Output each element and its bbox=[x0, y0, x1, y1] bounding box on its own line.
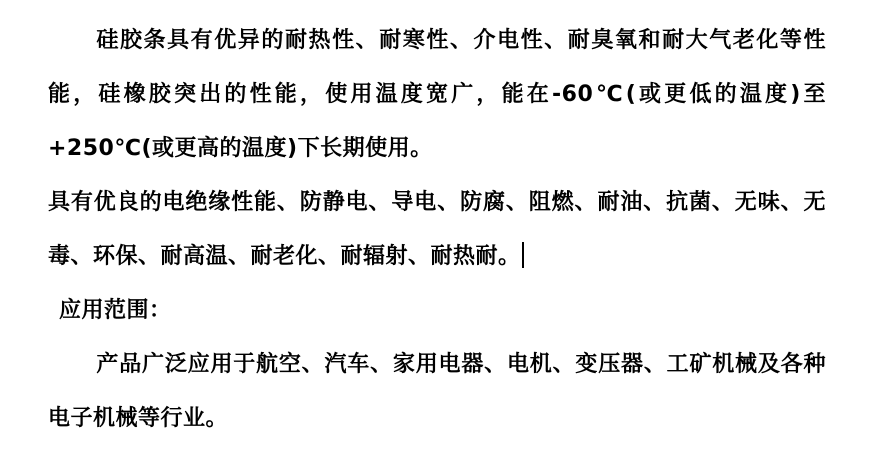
paragraph-properties bbox=[48, 176, 826, 284]
paragraph-application-body: 产品广泛应用于航空、汽车、家用电器、电机、变压器、工矿机械及各种电子机械等行业。 bbox=[48, 352, 826, 431]
text-cursor-caret bbox=[522, 242, 524, 268]
paragraph-properties-text: 具有优良的电绝缘性能、防静电、导电、防腐、阻燃、耐油、抗菌、无味、无毒、环保、耐高温、耐老化、耐辐射、耐热耐。 bbox=[48, 190, 826, 269]
paragraph-application-heading: 应用范围： bbox=[59, 298, 172, 323]
document-body[interactable] bbox=[48, 14, 826, 446]
paragraph-features: 硅胶条具有优异的耐热性、耐寒性、介电性、耐臭氧和耐大气老化等性能，硅橡胶突出的性能，使用温度宽广，能在-60℃(或更低的温度)至+250℃(或更高的温度)下长期使用。 bbox=[48, 28, 826, 161]
